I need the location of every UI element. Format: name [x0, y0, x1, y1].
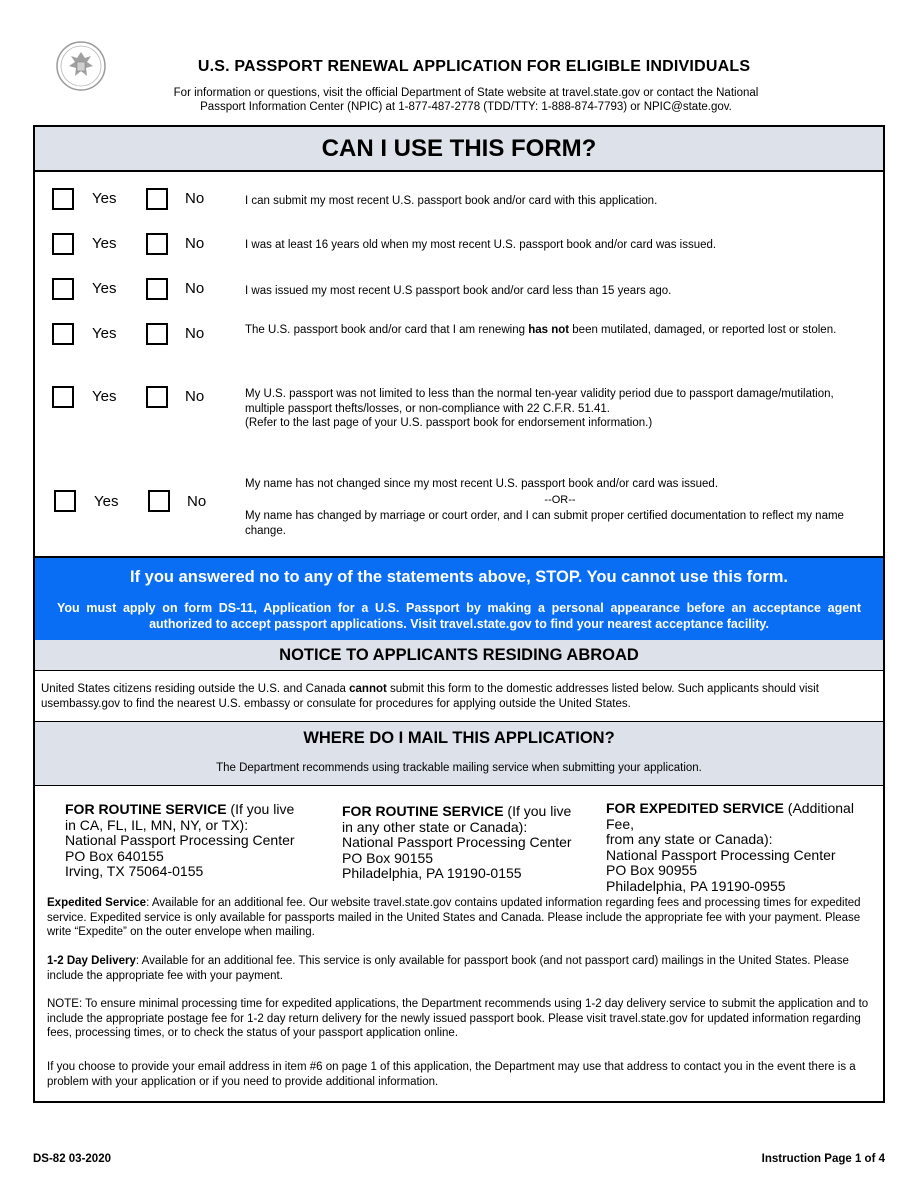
- question-row-1: [35, 186, 883, 216]
- question-text-6-alt: My name has changed by marriage or court order, and I can submit proper certified documentation to reflect my name change.: [245, 510, 844, 537]
- question-text-5: [245, 387, 875, 431]
- question-row-5: [35, 384, 883, 434]
- yes-checkbox-1[interactable]: [52, 188, 74, 210]
- yes-checkbox-3[interactable]: [52, 278, 74, 300]
- question-text-2: I was at least 16 years old when my most recent U.S. passport book and/or card was issued.: [245, 239, 717, 251]
- address-line: National Passport Processing Center: [606, 846, 836, 863]
- abroad-text: [41, 682, 871, 711]
- address-qualifier: (If you live: [503, 803, 572, 819]
- question-row-6: [35, 476, 883, 546]
- abroad-text-pre: United States citizens residing outside the U.S. and Canada: [41, 683, 350, 695]
- contact-info-line-2: Passport Information Center (NPIC) at 1-877-487-2778 (TDD/TTY: 1-888-874-7793) or NPIC@state.gov.: [200, 101, 732, 113]
- expedited-service-text: : Available for an additional fee. Our website travel.state.gov contains updated information regarding fees and processing times for expedited service. Expedited service is only available for passports mailed in the United States and Canada. Please include the appropriate fee with your payment. Please write “Expedite” on the outer envelope when mailing.: [47, 897, 861, 938]
- mail-heading: WHERE DO I MAIL THIS APPLICATION?: [303, 729, 615, 747]
- expedited-service-label: Expedited Service: [47, 897, 147, 909]
- question-text-6-main: My name has not changed since my most recent U.S. passport book and/or card was issued.: [245, 478, 719, 490]
- address-line: PO Box 90155: [342, 849, 434, 866]
- contact-info: [0, 86, 918, 114]
- no-label: No: [185, 190, 205, 207]
- address-line: PO Box 640155: [65, 847, 164, 864]
- question-text-3: I was issued my most recent U.S passport book and/or card less than 15 years ago.: [245, 285, 672, 297]
- yes-checkbox-6[interactable]: [54, 490, 76, 512]
- yes-label: Yes: [92, 190, 117, 207]
- question-row-2: [35, 231, 883, 261]
- address-routine-tx: [65, 802, 325, 880]
- expedited-service-paragraph: [47, 896, 881, 940]
- no-checkbox-6[interactable]: [148, 490, 170, 512]
- yes-checkbox-4[interactable]: [52, 323, 74, 345]
- question-text-1: I can submit my most recent U.S. passport book and/or card with this application.: [245, 195, 658, 207]
- eligibility-title: CAN I USE THIS FORM?: [35, 127, 883, 172]
- delivery-paragraph: [47, 954, 881, 983]
- yes-label: Yes: [92, 280, 117, 297]
- no-label: No: [187, 493, 207, 510]
- no-label: No: [185, 388, 205, 405]
- question-text-5-main: My U.S. passport was not limited to less than the normal ten-year validity period due to passport damage/mutilation, multiple passport thefts/losses, or non-compliance with 22 C.F.R. 51.41.: [245, 388, 834, 415]
- address-line: Irving, TX 75064-0155: [65, 863, 204, 879]
- form-id: DS-82 03-2020: [33, 1153, 111, 1165]
- question-text-4-post: been mutilated, damaged, or reported lost or stolen.: [569, 324, 837, 336]
- contact-info-line-1: For information or questions, visit the official Department of State website at travel.state.gov or contact the National: [173, 87, 759, 99]
- yes-label: Yes: [94, 493, 119, 510]
- stop-body: You must apply on form DS-11, Application for a U.S. Passport by making a personal appearance before an acceptance agent authorized to accept passport applications. Visit travel.state.gov to find your nearest acceptance facility.: [57, 601, 861, 631]
- stop-heading: If you answered no to any of the statements above, STOP. You cannot use this form.: [130, 568, 788, 586]
- abroad-heading: NOTICE TO APPLICANTS RESIDING ABROAD: [35, 640, 883, 671]
- yes-checkbox-2[interactable]: [52, 233, 74, 255]
- address-qualifier: in any other state or Canada):: [342, 818, 528, 835]
- address-qualifier: (If you live: [226, 801, 295, 817]
- address-routine-other: [342, 804, 592, 882]
- no-label: No: [185, 325, 205, 342]
- note-paragraph: NOTE: To ensure minimal processing time for expedited applications, the Department recommends using 1-2 day delivery service to submit the application and to include the appropriate postage fee for 1-2 day return delivery for the newly issued passport book. Please visit travel.state.gov for updated information regarding fees, processing times, or to check the status of your passport application online.: [47, 998, 869, 1039]
- question-text-4: [245, 323, 875, 338]
- email-paragraph: If you choose to provide your email address in item #6 on page 1 of this application, the Department may use that address to contact you in the event there is a problem with your application or if you need to provide additional information.: [47, 1061, 856, 1088]
- stop-notice: [35, 556, 883, 642]
- yes-label: Yes: [92, 235, 117, 252]
- no-checkbox-1[interactable]: [146, 188, 168, 210]
- abroad-text-post: submit this form to the domestic addresses listed below. Such applicants should visit usembassy.gov to find the nearest U.S. embassy or consulate for procedures for applying outside the United States.: [41, 683, 819, 710]
- question-row-3: [35, 276, 883, 306]
- yes-label: Yes: [92, 325, 117, 342]
- address-line: Philadelphia, PA 19190-0955: [606, 877, 786, 894]
- question-text-4-emphasis: has not: [528, 324, 570, 336]
- delivery-label: 1-2 Day Delivery: [47, 955, 136, 967]
- no-checkbox-3[interactable]: [146, 278, 168, 300]
- or-separator: --OR--: [544, 493, 576, 506]
- address-line: National Passport Processing Center: [342, 834, 572, 850]
- address-qualifier: from any state or Canada):: [606, 831, 773, 847]
- no-checkbox-2[interactable]: [146, 233, 168, 255]
- document-title: U.S. PASSPORT RENEWAL APPLICATION FOR ELIGIBLE INDIVIDUALS: [197, 58, 751, 75]
- question-text-6: [245, 477, 875, 538]
- address-expedited: [606, 801, 882, 894]
- address-title: FOR ROUTINE SERVICE: [342, 803, 504, 819]
- address-qualifier: (Additional Fee,: [606, 800, 854, 832]
- no-label: No: [185, 280, 205, 297]
- yes-label: Yes: [92, 388, 117, 405]
- address-line: National Passport Processing Center: [65, 832, 295, 848]
- no-label: No: [185, 235, 205, 252]
- yes-checkbox-5[interactable]: [52, 386, 74, 408]
- no-checkbox-4[interactable]: [146, 323, 168, 345]
- question-text-4-pre: The U.S. passport book and/or card that I am renewing: [245, 324, 529, 336]
- abroad-text-emphasis: cannot: [349, 683, 387, 695]
- no-checkbox-5[interactable]: [146, 386, 168, 408]
- address-qualifier: in CA, FL, IL, MN, NY, or TX):: [65, 816, 249, 833]
- delivery-text: : Available for an additional fee. This service is only available for passport book (and not passport card) mailings in the United States. Please include the appropriate fee with your payment.: [47, 955, 849, 982]
- address-line: PO Box 90955: [606, 862, 698, 878]
- address-line: Philadelphia, PA 19190-0155: [342, 865, 522, 881]
- mail-subheading: The Department recommends using trackable mailing service when submitting your application.: [216, 762, 702, 774]
- address-title: FOR ROUTINE SERVICE: [65, 801, 227, 817]
- page-number: Instruction Page 1 of 4: [761, 1153, 885, 1165]
- question-text-5-note: (Refer to the last page of your U.S. passport book for endorsement information.): [245, 417, 653, 429]
- question-row-4: [35, 321, 883, 351]
- address-title: FOR EXPEDITED SERVICE: [606, 800, 784, 816]
